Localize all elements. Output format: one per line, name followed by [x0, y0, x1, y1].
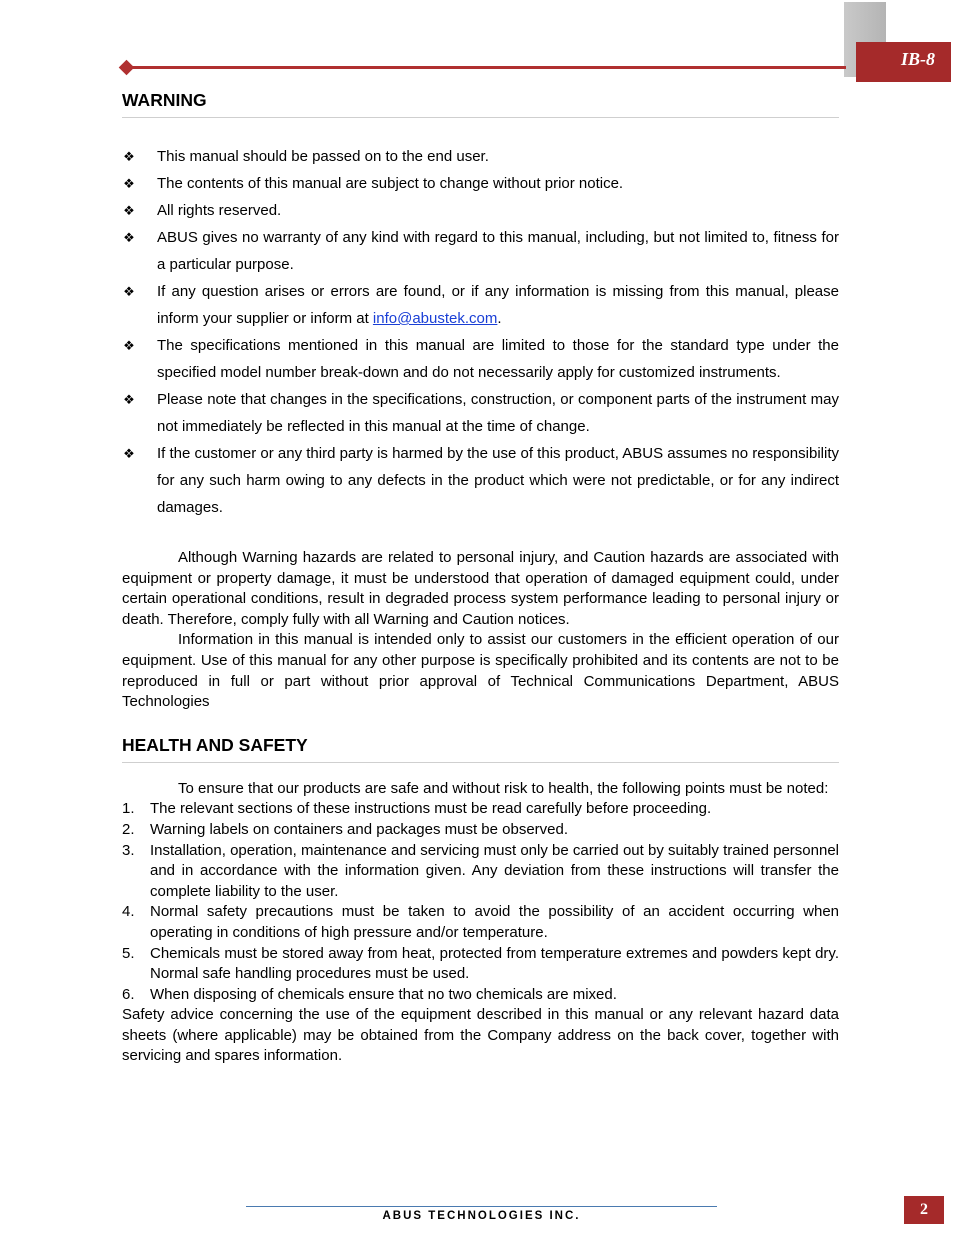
list-item: ❖ If the customer or any third party is harmed by the use of this product, ABUS assumes no responsibility for any such harm owing to any defects in the product which were not predictable, or for any indirect damages.	[122, 440, 839, 521]
email-link[interactable]: info@abustek.com	[372, 310, 498, 327]
header-diamond-icon	[119, 60, 135, 76]
header-rule	[126, 66, 846, 69]
list-item: 1. The relevant sections of these instructions must be read carefully before proceeding.	[122, 800, 712, 818]
health-safety-intro: To ensure that our products are safe and without risk to health, the following points must be noted:	[178, 779, 829, 797]
list-item: ❖ All rights reserved.	[122, 197, 839, 224]
diamond-bullet-icon: ❖	[123, 446, 135, 461]
diamond-bullet-icon: ❖	[123, 284, 135, 299]
page-content	[122, 90, 839, 1067]
diamond-bullet-icon: ❖	[123, 338, 135, 353]
list-item: ❖ The specifications mentioned in this manual are limited to those for the standard type under the specified model number break-down and do not necessarily apply for customized instruments.	[122, 332, 839, 386]
diamond-bullet-icon: ❖	[123, 176, 135, 191]
list-item: 6. When disposing of chemicals ensure that no two chemicals are mixed.	[122, 985, 617, 1003]
footer-company: ABUS TECHNOLOGIES INC.	[382, 1210, 581, 1222]
list-item: 4. Normal safety precautions must be taken to avoid the possibility of an accident occurring when operating in conditions of high pressure and/or temperature.	[122, 903, 839, 941]
warning-paragraph-2: Information in this manual is intended only to assist our customers in the efficient operation of our equipment. Use of this manual for any other purpose is specifically prohibited and its contents are not to be reproduced in full or part without prior approval of Technical Communications Department, ABUS Technologies	[122, 631, 839, 711]
health-safety-heading: HEALTH AND SAFETY	[122, 735, 839, 763]
page-number-badge: 2	[904, 1196, 944, 1224]
list-item: 3. Installation, operation, maintenance and servicing must only be carried out by suitably trained personnel and in accordance with the information given. Any deviation from these instructions will transfer the complete liability to the user.	[122, 841, 839, 900]
list-item: ❖ ABUS gives no warranty of any kind with regard to this manual, including, but not limited to, fitness for a particular purpose.	[122, 224, 839, 278]
list-item: ❖ The contents of this manual are subject to change without prior notice.	[122, 170, 839, 197]
list-item: ❖ If any question arises or errors are found, or if any information is missing from this manual, please inform your supplier or inform at info@abustek.com.	[122, 278, 839, 332]
safety-list	[122, 799, 839, 1005]
list-item: ❖ Please note that changes in the specifications, construction, or component parts of the instrument may not immediately be reflected in this manual at the time of change.	[122, 386, 839, 440]
list-item: ❖ This manual should be passed on to the end user.	[122, 143, 839, 170]
warning-heading: WARNING	[122, 90, 839, 118]
document-code-badge: IB-8	[856, 42, 951, 82]
diamond-bullet-icon: ❖	[123, 203, 135, 218]
diamond-bullet-icon: ❖	[123, 392, 135, 407]
warning-list	[122, 143, 839, 521]
diamond-bullet-icon: ❖	[123, 149, 135, 164]
list-item: 5. Chemicals must be stored away from heat, protected from temperature extremes and powders kept dry. Normal safe handling procedures must be used.	[122, 944, 839, 983]
list-item: 2. Warning labels on containers and packages must be observed.	[122, 820, 569, 838]
diamond-bullet-icon: ❖	[123, 230, 135, 245]
health-safety-closing: Safety advice concerning the use of the equipment described in this manual or any relevant hazard data sheets (where applicable) may be obtained from the Company address on the back cover, together with servicing and spares information.	[122, 1006, 839, 1065]
footer-rule	[246, 1206, 717, 1207]
warning-paragraph-1: Although Warning hazards are related to personal injury, and Caution hazards are associated with equipment or property damage, it must be understood that operation of damaged equipment could, under certain operational conditions, result in degraded process system performance leading to personal injury or death. Therefore, comply fully with all Warning and Caution notices.	[122, 549, 839, 628]
